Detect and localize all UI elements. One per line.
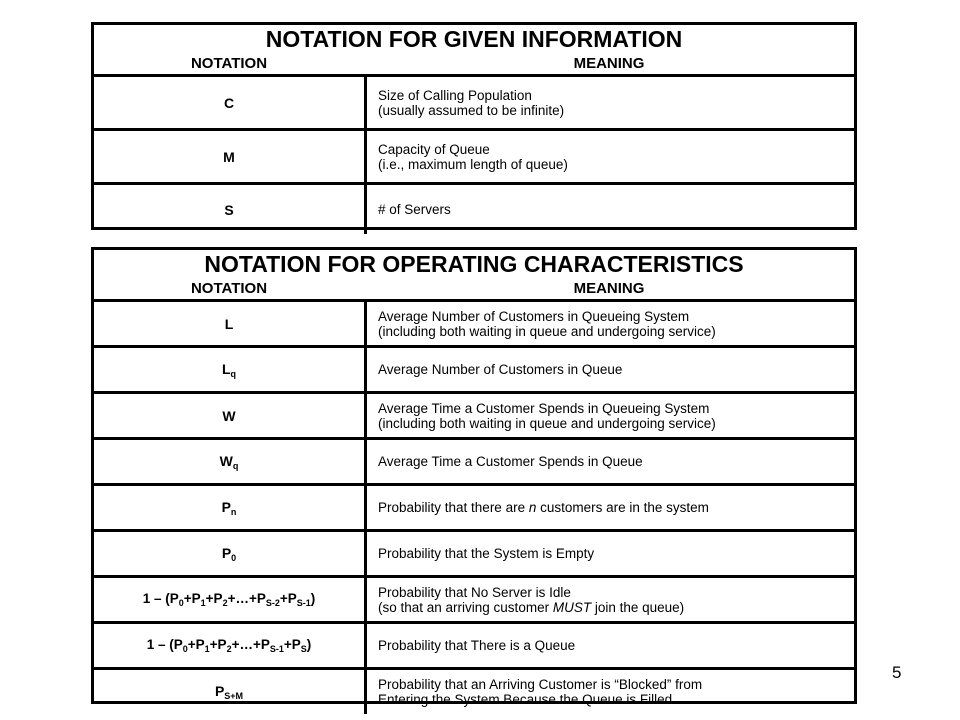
- notation-formula: $P_0$: [221, 544, 237, 563]
- notation-column-header: NOTATION: [190, 54, 268, 72]
- meaning-cell: [364, 394, 854, 437]
- operating-characteristics-table: [91, 247, 857, 707]
- table-title: NOTATION FOR OPERATING CHARACTERISTICS: [204, 251, 744, 277]
- meaning-line: Average Number of Customers in Queueing System: [378, 308, 690, 324]
- given-information-table: [91, 22, 857, 230]
- table-row: [94, 77, 854, 131]
- notation-cell: [94, 532, 364, 575]
- meaning-cell: [364, 185, 854, 234]
- meaning-cell: [364, 532, 854, 575]
- notation-cell: [94, 486, 364, 529]
- notation-cell: [94, 440, 364, 483]
- meaning-line: (including both waiting in queue and undergoing service): [378, 323, 716, 339]
- table-header: [94, 278, 854, 302]
- notation-formula: $P_n$: [221, 498, 237, 517]
- meaning-line: # of Servers: [378, 202, 451, 217]
- meaning-cell: [364, 624, 854, 667]
- notation-column-header: NOTATION: [190, 279, 268, 297]
- page-number: 5: [892, 663, 902, 682]
- notation-cell: [94, 348, 364, 391]
- meaning-line: Probability that No Server is Idle: [378, 584, 571, 600]
- meaning-line: (i.e., maximum length of queue): [378, 156, 568, 172]
- meaning-cell: [364, 348, 854, 391]
- table-row: [94, 486, 854, 532]
- meaning-line: (so that an arriving customer MUST join the queue): [378, 599, 685, 615]
- meaning-line: Entering the System Because the Queue is Filled: [378, 692, 673, 707]
- table-row: [94, 670, 854, 714]
- meaning-line: Capacity of Queue: [378, 141, 490, 157]
- meaning-line: Average Time a Customer Spends in Queueing System: [378, 400, 710, 416]
- meaning-line: Size of Calling Population: [378, 87, 532, 103]
- meaning-line: Probability that There is a Queue: [378, 638, 576, 653]
- table-row: [94, 302, 854, 348]
- table-title: NOTATION FOR GIVEN INFORMATION: [265, 26, 683, 52]
- notation-cell: W: [222, 407, 236, 424]
- meaning-cell: [364, 670, 854, 714]
- notation-formula: $W_q$: [219, 452, 239, 471]
- notation-formula: $1 - (P_0+P_1+P_2+\dots+P_{S-1}+P_S)$: [146, 637, 312, 654]
- meaning-line: (usually assumed to be infinite): [378, 102, 565, 118]
- meaning-column-header: MEANING: [573, 279, 645, 297]
- notation-cell: [94, 624, 364, 667]
- meaning-cell: [364, 302, 854, 345]
- meaning-cell: [364, 578, 854, 621]
- meaning-column-header: MEANING: [573, 54, 645, 72]
- notation-cell: L: [224, 315, 234, 332]
- meaning-line: (including both waiting in queue and undergoing service): [378, 415, 716, 431]
- notation-cell: S: [224, 201, 234, 218]
- meaning-line: Probability that there are n customers are in the system: [378, 500, 709, 515]
- meaning-line: Probability that an Arriving Customer is “Blocked” from: [378, 677, 703, 692]
- table-row: [94, 440, 854, 486]
- meaning-line: Average Number of Customers in Queue: [378, 362, 623, 377]
- notation-cell: [94, 670, 364, 714]
- notation-cell: C: [223, 94, 235, 111]
- table-row: [94, 131, 854, 185]
- meaning-line: Probability that the System is Empty: [378, 546, 595, 561]
- table-row: [94, 185, 854, 234]
- table-row: [94, 348, 854, 394]
- table-row: [94, 578, 854, 624]
- meaning-cell: [364, 131, 854, 182]
- meaning-cell: [364, 486, 854, 529]
- notation-cell: [94, 578, 364, 621]
- meaning-line: Average Time a Customer Spends in Queue: [378, 454, 643, 469]
- table-row: [94, 624, 854, 670]
- notation-formula: $1 - (P_0+P_1+P_2+\dots+P_{S-2}+P_{S-1})$: [142, 591, 316, 608]
- notation-formula: $P_{S+M}$: [214, 683, 244, 701]
- table-row: [94, 532, 854, 578]
- meaning-cell: [364, 77, 854, 128]
- table-row: [94, 394, 854, 440]
- table-header: [94, 53, 854, 77]
- notation-formula: $L_q$: [221, 360, 237, 379]
- notation-cell: M: [223, 148, 235, 165]
- meaning-cell: [364, 440, 854, 483]
